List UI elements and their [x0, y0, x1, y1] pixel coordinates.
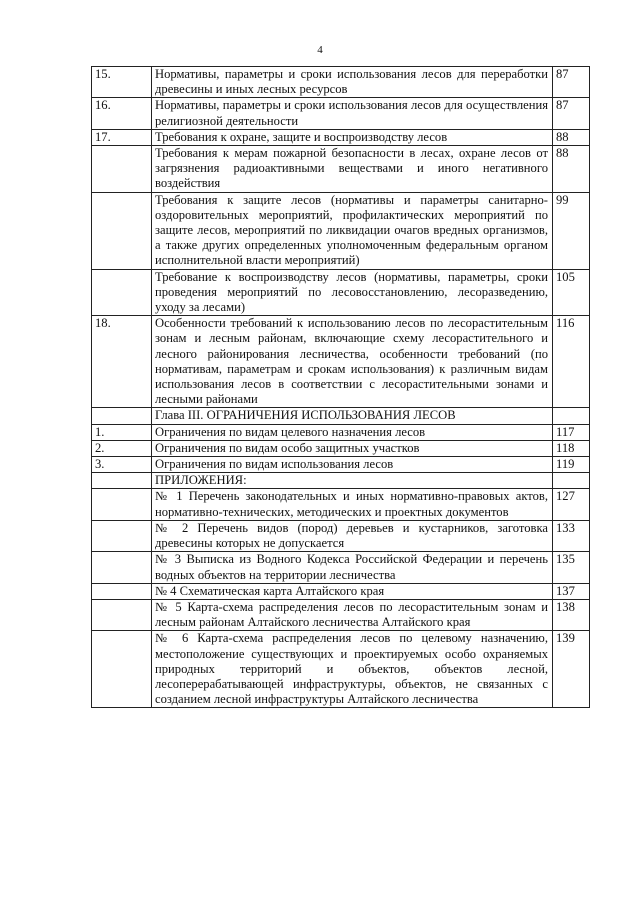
toc-item-title: Требования к мерам пожарной безопасности в лесах, охране лесов от загрязнения радиоактивными веществами и иного негативного воздействия [152, 146, 553, 193]
page-number: 4 [317, 44, 323, 56]
toc-item-number [92, 599, 152, 630]
toc-item-title: № 1 Перечень законодательных и иных нормативно-правовых актов, нормативно-технических, методических и проектных документов [152, 489, 553, 520]
toc-item-title: Ограничения по видам использования лесов [152, 457, 553, 473]
toc-item-number: 15. [92, 67, 152, 98]
toc-item-number [92, 269, 152, 316]
toc-row [92, 192, 590, 269]
toc-page-number: 139 [553, 631, 590, 708]
toc-row [92, 424, 590, 440]
toc-item-title: № 2 Перечень видов (пород) деревьев и кустарников, заготовка древесины которых не допускается [152, 520, 553, 551]
toc-item-number: 2. [92, 440, 152, 456]
toc-row [92, 67, 590, 98]
toc-page-number: 138 [553, 599, 590, 630]
toc-row [92, 520, 590, 551]
toc-row [92, 552, 590, 583]
toc-page-number: 88 [553, 146, 590, 193]
toc-page-number: 135 [553, 552, 590, 583]
toc-row [92, 129, 590, 145]
toc-item-number [92, 408, 152, 424]
toc-item-title: Требования к охране, защите и воспроизводству лесов [152, 129, 553, 145]
toc-page-number: 137 [553, 583, 590, 599]
toc-row [92, 269, 590, 316]
toc-item-title: Ограничения по видам особо защитных участков [152, 440, 553, 456]
toc-row [92, 489, 590, 520]
toc-row [92, 316, 590, 408]
toc-page-number: 87 [553, 98, 590, 129]
toc-item-title: Особенности требований к использованию лесов по лесорастительным зонам и лесным районам, включающие схему лесорастительного и лесного районирования лесничества, особенности требований (по нормативам, параметрам и срокам использования) к различным видам использования лесов в соответствии с лесорастительными зонами и лесными районами [152, 316, 553, 408]
toc-item-number [92, 583, 152, 599]
toc-item-number [92, 552, 152, 583]
toc-row [92, 457, 590, 473]
toc-item-title: № 4 Схематическая карта Алтайского края [152, 583, 553, 599]
toc-page-number: 88 [553, 129, 590, 145]
toc-page-number [553, 473, 590, 489]
toc-item-number [92, 192, 152, 269]
toc-item-number [92, 631, 152, 708]
toc-row [92, 440, 590, 456]
toc-row [92, 583, 590, 599]
toc-heading-row [92, 473, 590, 489]
toc-item-number: 1. [92, 424, 152, 440]
toc-section-heading: Глава III. ОГРАНИЧЕНИЯ ИСПОЛЬЗОВАНИЯ ЛЕСОВ [152, 408, 553, 424]
toc-item-number [92, 520, 152, 551]
toc-item-number [92, 489, 152, 520]
toc-row [92, 146, 590, 193]
toc-item-title: № 6 Карта-схема распределения лесов по целевому назначению, местоположение существующих и проектируемых особо охраняемых природных территорий и объектов, объектов лесной, лесоперерабатывающей инфраструктуры, объектов, не связанных с созданием лесной инфраструктуры Алтайского лесничества [152, 631, 553, 708]
toc-heading-row [92, 408, 590, 424]
toc-item-number: 17. [92, 129, 152, 145]
toc-page-number: 99 [553, 192, 590, 269]
toc-item-title: № 3 Выписка из Водного Кодекса Российской Федерации и перечень водных объектов на территории лесничества [152, 552, 553, 583]
toc-item-number: 3. [92, 457, 152, 473]
toc-item-title: Ограничения по видам целевого назначения лесов [152, 424, 553, 440]
toc-item-title: Требование к воспроизводству лесов (нормативы, параметры, сроки проведения мероприятий по лесовосстановлению, лесоразведению, уходу за лесами) [152, 269, 553, 316]
toc-item-number: 16. [92, 98, 152, 129]
toc-page-number: 127 [553, 489, 590, 520]
toc-page-number: 133 [553, 520, 590, 551]
toc-item-title: № 5 Карта-схема распределения лесов по лесорастительным зонам и лесным районам Алтайского лесничества Алтайского края [152, 599, 553, 630]
table-of-contents [91, 66, 590, 708]
toc-page-number [553, 408, 590, 424]
toc-row [92, 98, 590, 129]
toc-row [92, 631, 590, 708]
toc-item-title: Нормативы, параметры и сроки использования лесов для переработки древесины и иных лесных ресурсов [152, 67, 553, 98]
toc-page-number: 105 [553, 269, 590, 316]
toc-item-number [92, 473, 152, 489]
toc-row [92, 599, 590, 630]
toc-item-title: Требования к защите лесов (нормативы и параметры санитарно-оздоровительных мероприятий, профилактических мероприятий по защите лесов, мероприятий по ликвидации очагов вредных организмов, а также других определенных уполномоченным федеральным органом исполнительной власти мероприятий) [152, 192, 553, 269]
toc-item-title: Нормативы, параметры и сроки использования лесов для осуществления религиозной деятельности [152, 98, 553, 129]
toc-page-number: 87 [553, 67, 590, 98]
toc-section-heading: ПРИЛОЖЕНИЯ: [152, 473, 553, 489]
toc-page-number: 117 [553, 424, 590, 440]
toc-page-number: 118 [553, 440, 590, 456]
toc-page-number: 119 [553, 457, 590, 473]
toc-item-number: 18. [92, 316, 152, 408]
toc-item-number [92, 146, 152, 193]
toc-page-number: 116 [553, 316, 590, 408]
toc-body [92, 67, 590, 708]
